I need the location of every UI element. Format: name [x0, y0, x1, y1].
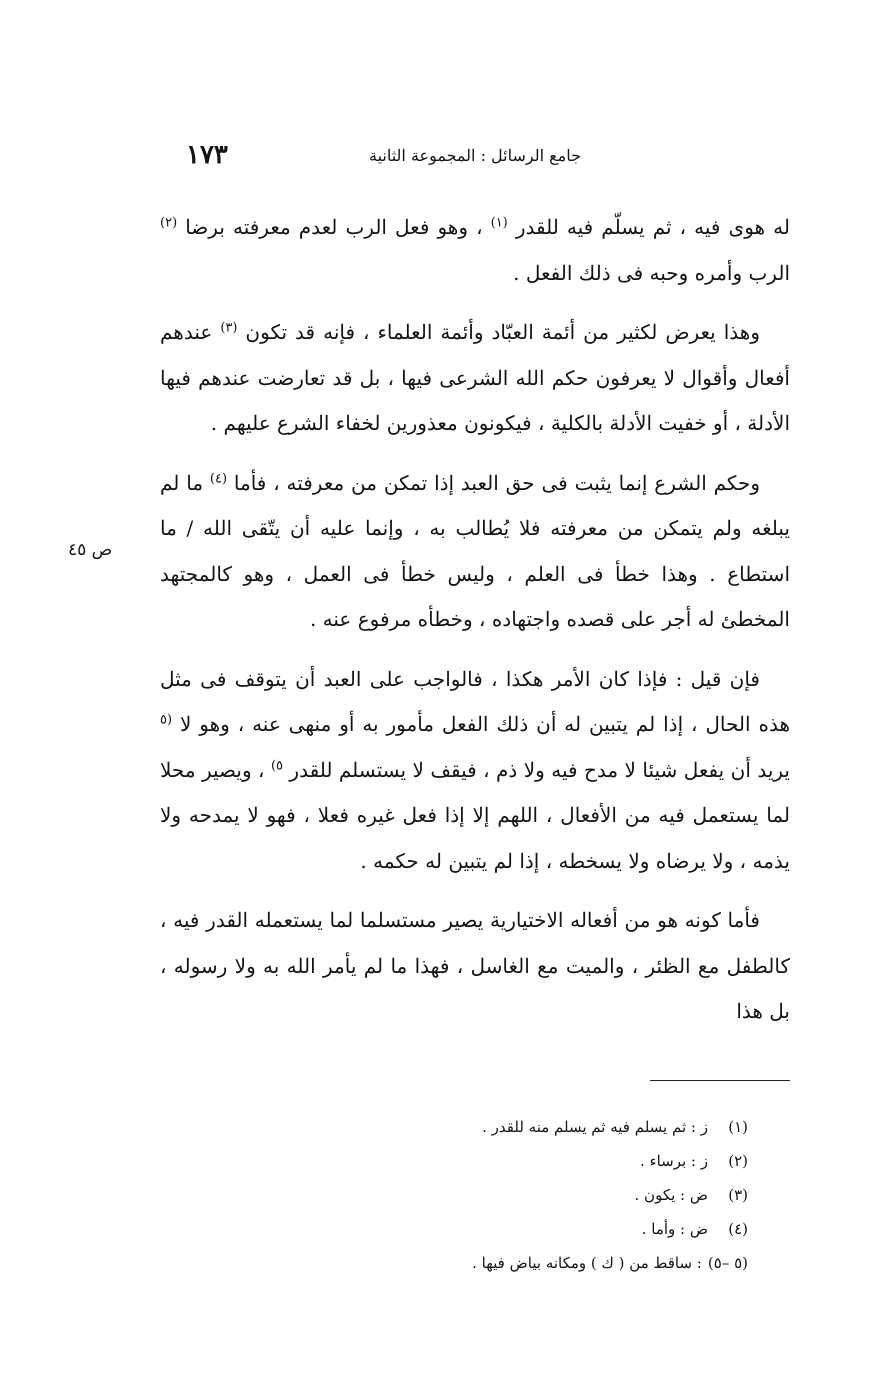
footnote-4	[228, 1212, 748, 1246]
footnote-marker-5-close: ٥)	[270, 757, 283, 773]
paragraph-5	[160, 898, 790, 1035]
footnote-1	[228, 1110, 748, 1144]
text-segment: ، ويصير محلا لما يستعمل فيه من الأفعال ، اللهم إلا إذا فعل غيره فعلا ، فهو لا يمدحه ولا يذمه ، ولا يرضاه ولا يسخطه ، إذا لم يتبين له حكمه .	[160, 757, 790, 873]
text-segment: يريد أن يفعل شيئا لا مدح فيه ولا ذم ، فيقف لا يستسلم للقدر	[283, 757, 790, 782]
paragraph-1	[160, 205, 790, 296]
footnotes	[228, 1110, 748, 1280]
footnote-text: ض : وأما .	[641, 1220, 708, 1238]
paragraph-3	[160, 461, 790, 643]
text-segment: الرب وأمره وحبه فى ذلك الفعل .	[513, 260, 790, 285]
footnote-text: : ساقط من ( ك ) ومكانه بياض فيها .	[472, 1254, 702, 1272]
footnote-number: (١)	[728, 1118, 748, 1136]
footnote-marker-3: (٣)	[220, 320, 238, 336]
footnote-text: ز : برساء .	[639, 1152, 708, 1170]
footnote-3	[228, 1178, 748, 1212]
text-segment: عندهم أفعال وأقوال لا يعرفون حكم الله الشرعى فيها ، بل قد تعارضت عندهم فيها الأدلة ، أو خفيت الأدلة بالكلية ، فيكونون معذورين لخفاء الشرع عليهم .	[160, 320, 790, 435]
footnote-text: ض : يكون .	[634, 1186, 708, 1204]
footnote-text: ز : ثم يسلم فيه ثم يسلم منه للقدر .	[482, 1118, 708, 1136]
footnote-number: (٥ –٥)	[707, 1254, 748, 1272]
main-text	[160, 205, 790, 1049]
text-segment: ما لم يبلغه ولم يتمكن من معرفته فلا يُطالب به ، وإنما عليه أن يتّقى الله / ما استطاع . وهذا خطأ فى العلم ، وليس خطأ فى العمل ، وهو كالمجتهد المخطئ له أجر على قصده واجتهاده ، وخطأه مرفوع عنه .	[160, 470, 790, 631]
text-segment: له هوى فيه ، ثم يسلّم فيه للقدر	[507, 215, 790, 239]
footnote-5	[228, 1246, 748, 1280]
text-segment: فإن قيل : فإذا كان الأمر هكذا ، فالواجب على العبد أن يتوقف فى مثل هذه الحال ، إذا لم يتبين له أن ذلك الفعل مأمور به أو منهى عنه ، وهو لا	[160, 666, 790, 736]
footnote-marker-5-open: (٥	[160, 712, 173, 728]
footnote-2	[228, 1144, 748, 1178]
footnote-number: (٣)	[728, 1186, 748, 1204]
footnote-number: (٢)	[728, 1152, 748, 1170]
footnote-number: (٤)	[728, 1220, 748, 1238]
text-segment: وحكم الشرع إنما يثبت فى حق العبد إذا تمكن من معرفته ، فأما	[227, 470, 760, 495]
text-segment: فأما كونه هو من أفعاله الاختيارية يصير مستسلما لما يستعمله القدر فيه ، كالطفل مع الظئر ، والميت مع الغاسل ، فهذا ما لم يأمر الله به ولا رسوله ، بل هذا	[160, 908, 790, 1023]
footnote-marker-2: (٢)	[160, 215, 178, 231]
margin-page-reference: ص ٤٥	[68, 540, 113, 560]
page-number: ١٧٣	[186, 140, 228, 170]
footnote-separator	[650, 1080, 790, 1081]
page-header	[186, 140, 581, 174]
footnote-marker-4: (٤)	[209, 470, 228, 486]
text-segment: ، وهو فعل الرب لعدم معرفته برضا	[177, 215, 491, 239]
paragraph-2	[160, 310, 790, 447]
running-title: جامع الرسائل : المجموعة الثانية	[368, 146, 581, 165]
text-segment: وهذا يعرض لكثير من أئمة العبّاد وأئمة العلماء ، فإنه قد تكون	[237, 320, 760, 344]
footnote-marker-1: (١)	[490, 215, 508, 231]
paragraph-4	[160, 657, 790, 885]
